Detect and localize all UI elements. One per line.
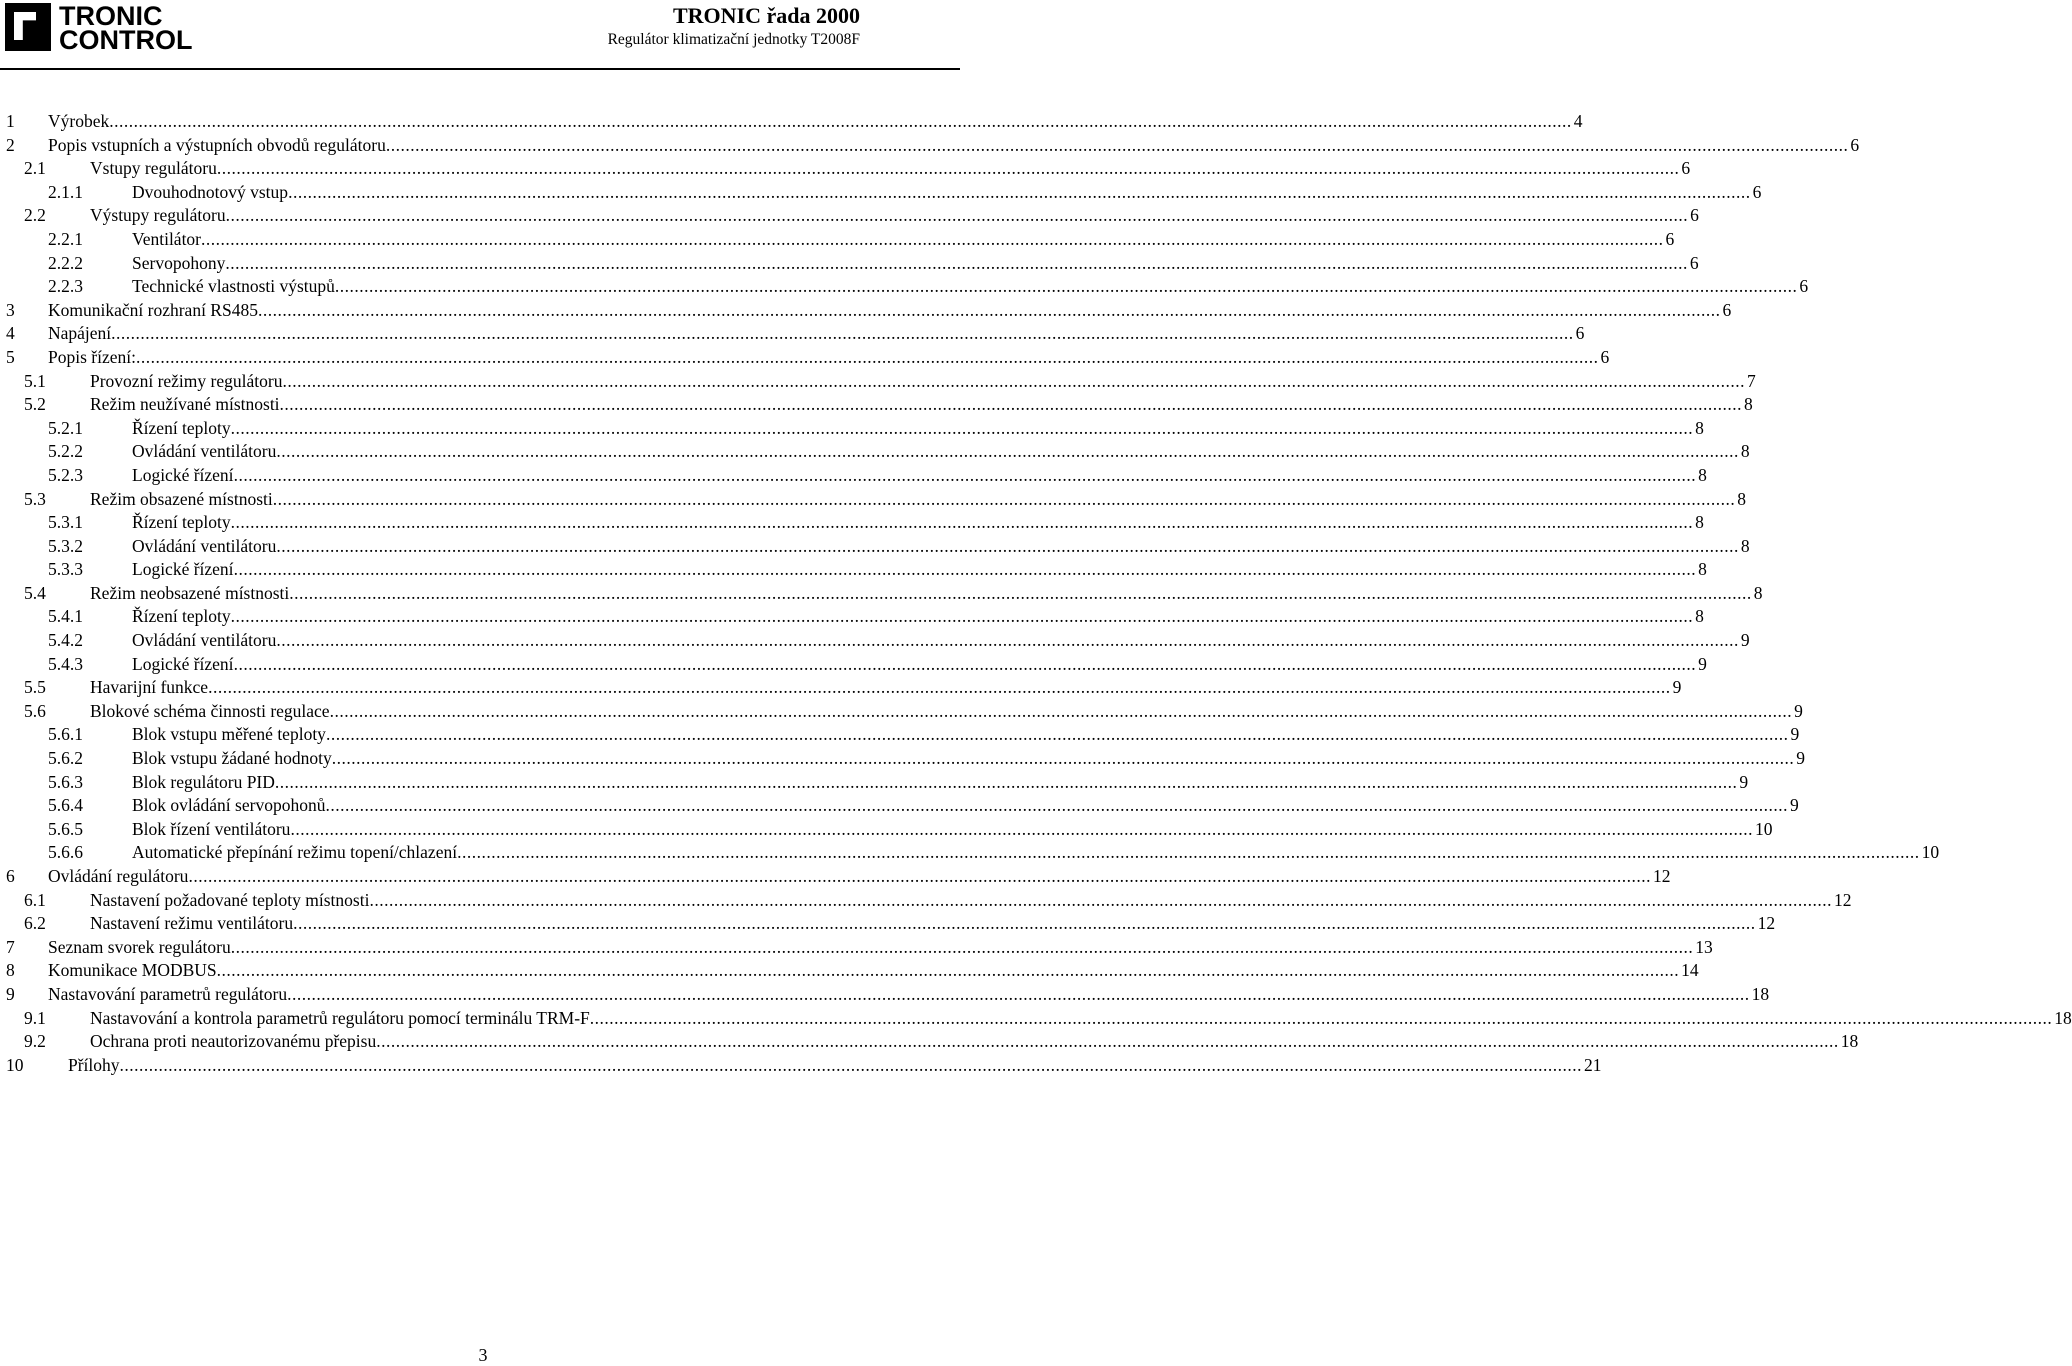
toc-entry-body	[48, 936, 1713, 960]
toc-entry-page: 10	[1921, 842, 1940, 863]
toc-entry[interactable]	[6, 700, 1803, 724]
toc-entry-page: 18	[2054, 1007, 2072, 1028]
toc-entry[interactable]	[6, 653, 1707, 677]
toc-entry-body	[132, 841, 1940, 865]
page-header	[0, 0, 960, 72]
toc-entry-title: Výrobek	[48, 111, 110, 131]
toc-entry-body	[90, 582, 1763, 606]
toc-entry-number: 6	[6, 866, 15, 886]
toc-entry-number: 5.6.1	[48, 724, 83, 745]
toc-entry-number: 8	[6, 960, 15, 981]
toc-entry-page: 6	[1600, 346, 1610, 367]
toc-entry-page: 9	[1739, 771, 1749, 792]
toc-entry[interactable]	[6, 346, 1610, 370]
toc-entry[interactable]	[6, 912, 1776, 936]
toc-entry-title: Nastavování parametrů regulátoru	[48, 983, 288, 1004]
toc-entry[interactable]	[6, 1030, 1859, 1054]
toc-dot-leader: ............................................................................................................................................................................................................................................................................................................	[233, 653, 1697, 674]
toc-entry-title: Ovládání ventilátoru	[132, 630, 277, 651]
toc-dot-leader: ............................................................................................................................................................................................................................................................................................................	[272, 488, 1736, 509]
toc-dot-leader: ............................................................................................................................................................................................................................................................................................................	[334, 276, 1798, 297]
toc-entry-page: 8	[1740, 441, 1750, 462]
logo-mark-icon	[5, 3, 51, 51]
toc-entry[interactable]	[6, 1054, 1602, 1078]
toc-entry-number: 2.2.2	[48, 252, 83, 273]
toc-entry-number: 5.2.2	[48, 441, 83, 462]
toc-dot-leader: ............................................................................................................................................................................................................................................................................................................	[290, 818, 1753, 839]
toc-dot-leader: ............................................................................................................................................................................................................................................................................................................	[369, 889, 1832, 910]
toc-entry-number: 9.2	[24, 1031, 46, 1052]
toc-entry-body	[68, 1054, 1602, 1078]
toc-entry-page: 8	[1744, 394, 1753, 415]
toc-entry-number: 5.2.3	[48, 464, 83, 485]
toc-entry[interactable]	[6, 605, 1704, 629]
toc-entry-title: Komunikační rozhraní RS485	[48, 299, 258, 320]
toc-entry-number: 10	[6, 1054, 24, 1075]
toc-dot-leader: ............................................................................................................................................................................................................................................................................................................	[201, 228, 1664, 249]
toc-dot-leader: ............................................................................................................................................................................................................................................................................................................	[325, 724, 1789, 745]
toc-entry-body	[90, 912, 1776, 936]
toc-entry-number: 5.4.1	[48, 606, 83, 627]
toc-entry[interactable]	[6, 464, 1707, 488]
toc-entry-page: 12	[1833, 889, 1852, 910]
toc-entry-title: Popis vstupních a výstupních obvodů regulátoru	[48, 134, 386, 155]
toc-entry-title: Technické vlastnosti výstupů	[132, 276, 335, 297]
toc-entry-title: Provozní režimy regulátoru	[90, 370, 283, 391]
toc-entry-body	[132, 629, 1750, 653]
toc-entry-number: 1	[6, 111, 15, 131]
toc-entry-number: 5.6.2	[48, 748, 83, 769]
toc-dot-leader: ............................................................................................................................................................................................................................................................................................................	[230, 936, 1694, 957]
toc-entry-body	[48, 983, 1770, 1007]
toc-entry-title: Režim neužívané místnosti	[90, 394, 280, 415]
toc-entry-page: 8	[1695, 417, 1704, 438]
toc-dot-leader: ............................................................................................................................................................................................................................................................................................................	[385, 134, 1849, 155]
toc-dot-leader: ............................................................................................................................................................................................................................................................................................................	[230, 606, 1694, 627]
toc-entry-number: 2.1.1	[48, 181, 83, 202]
toc-entry[interactable]	[6, 818, 1773, 842]
toc-entry-body	[132, 771, 1749, 795]
toc-entry-number: 5.3.3	[48, 559, 83, 580]
toc-entry-page: 7	[1746, 370, 1756, 391]
toc-entry-title: Popis řízení:	[48, 346, 136, 367]
toc-entry[interactable]	[6, 299, 1732, 323]
toc-entry-number: 5.6.6	[48, 842, 83, 863]
toc-entry-page: 9	[1672, 677, 1682, 698]
toc-entry[interactable]	[6, 275, 1809, 299]
toc-dot-leader: ............................................................................................................................................................................................................................................................................................................	[279, 394, 1743, 415]
toc-entry-title: Vstupy regulátoru	[90, 158, 217, 179]
toc-dot-leader: ............................................................................................................................................................................................................................................................................................................	[135, 346, 1599, 367]
toc-entry[interactable]	[6, 629, 1750, 653]
toc-entry-number: 9.1	[24, 1007, 46, 1028]
toc-entry-body	[90, 204, 1699, 228]
toc-entry[interactable]	[6, 440, 1750, 464]
toc-entry-page: 6	[1575, 323, 1585, 344]
toc-entry-page: 9	[1790, 724, 1800, 745]
toc-entry-title: Blok vstupu žádané hodnoty	[132, 748, 332, 769]
toc-entry-number: 5.3.1	[48, 512, 83, 533]
toc-entry-body	[132, 794, 1799, 818]
toc-dot-leader: ............................................................................................................................................................................................................................................................................................................	[589, 1007, 2053, 1028]
toc-entry-number: 5.6.4	[48, 795, 83, 816]
toc-entry-body	[132, 818, 1773, 842]
toc-entry-title: Automatické přepínání režimu topení/chlazení	[132, 842, 458, 863]
toc-dot-leader: ............................................................................................................................................................................................................................................................................................................	[225, 205, 1689, 226]
toc-entry[interactable]	[6, 582, 1763, 606]
toc-entry-page: 10	[1754, 818, 1773, 839]
toc-dot-leader: ............................................................................................................................................................................................................................................................................................................	[225, 252, 1688, 273]
toc-entry-page: 9	[1698, 653, 1707, 674]
toc-entry-body	[90, 889, 1852, 913]
toc-entry[interactable]	[6, 417, 1704, 441]
toc-entry-body	[132, 252, 1699, 276]
toc-entry-title: Nastavení požadované teploty místnosti	[90, 889, 370, 910]
toc-entry-page: 6	[1752, 181, 1762, 202]
toc-entry[interactable]	[6, 723, 1800, 747]
toc-entry-body	[90, 676, 1682, 700]
toc-entry-title: Havarijní funkce	[90, 677, 209, 698]
toc-dot-leader: ............................................................................................................................................................................................................................................................................................................	[276, 535, 1739, 556]
toc-entry-body	[90, 393, 1753, 417]
toc-entry-number: 5.4	[24, 582, 46, 603]
logo-text-tronic: TRONIC	[59, 1, 163, 31]
toc-entry-number: 6.2	[24, 913, 46, 934]
toc-dot-leader: ............................................................................................................................................................................................................................................................................................................	[111, 323, 1574, 344]
toc-entry[interactable]	[6, 558, 1707, 582]
toc-entry-number: 2.1	[24, 158, 46, 179]
toc-dot-leader: ............................................................................................................................................................................................................................................................................................................	[216, 960, 1680, 981]
toc-entry-number: 7	[6, 936, 15, 957]
toc-entry-page: 12	[1757, 913, 1776, 934]
toc-entry-title: Dvouhodnotový vstup	[132, 181, 289, 202]
toc-entry[interactable]	[6, 488, 1746, 512]
toc-entry[interactable]	[6, 157, 1691, 181]
toc-entry-page: 18	[1840, 1031, 1859, 1052]
toc-entry-body	[90, 488, 1746, 512]
toc-entry-number: 3	[6, 299, 15, 320]
toc-dot-leader: ............................................................................................................................................................................................................................................................................................................	[331, 748, 1795, 769]
toc-entry[interactable]	[6, 134, 1860, 158]
toc-dot-leader: ............................................................................................................................................................................................................................................................................................................	[208, 677, 1671, 698]
toc-entry-page: 6	[1722, 299, 1732, 320]
toc-entry[interactable]	[6, 959, 1699, 983]
toc-entry-body	[132, 511, 1704, 535]
toc-entry-number: 5.4.2	[48, 630, 83, 651]
toc-entry-body	[48, 346, 1610, 370]
toc-entry-title: Ovládání regulátoru	[48, 866, 189, 886]
toc-dot-leader: ............................................................................................................................................................................................................................................................................................................	[274, 771, 1738, 792]
toc-entry-number: 4	[6, 323, 15, 344]
logo-text-control: CONTROL	[59, 25, 193, 55]
toc-entry-number: 5.4.3	[48, 653, 83, 674]
toc-entry-body	[48, 959, 1699, 983]
toc-dot-leader: ............................................................................................................................................................................................................................................................................................................	[376, 1031, 1839, 1052]
toc-entry-title: Režim neobsazené místnosti	[90, 582, 290, 603]
toc-entry-number: 5.6.3	[48, 771, 83, 792]
toc-entry-body	[90, 700, 1803, 724]
toc-entry-title: Logické řízení	[132, 653, 234, 674]
toc-entry[interactable]	[6, 204, 1699, 228]
toc-entry-body	[48, 322, 1585, 346]
toc-entry-number: 5.3	[24, 488, 46, 509]
toc-entry[interactable]	[6, 322, 1585, 346]
toc-entry-page: 4	[1573, 111, 1583, 131]
toc-entry-body	[132, 723, 1800, 747]
toc-dot-leader: ............................................................................................................................................................................................................................................................................................................	[282, 370, 1745, 391]
toc-entry-number: 2.2.1	[48, 228, 83, 249]
toc-entry-title: Blok vstupu měřené teploty	[132, 724, 326, 745]
header-subtitle: Regulátor klimatizační jednotky T2008F	[607, 31, 860, 48]
toc-entry-body	[90, 1030, 1859, 1054]
toc-entry-page: 13	[1695, 936, 1713, 957]
toc-dot-leader: ............................................................................................................................................................................................................................................................................................................	[288, 181, 1751, 202]
toc-entry-title: Režim obsazené místnosti	[90, 488, 273, 509]
toc-entry-body	[132, 653, 1707, 677]
toc-entry-page: 8	[1695, 606, 1704, 627]
toc-entry-page: 8	[1740, 535, 1750, 556]
toc-entry-body	[132, 181, 1762, 205]
toc-entry-title: Ovládání ventilátoru	[132, 535, 277, 556]
toc-entry-title: Řízení teploty	[132, 417, 231, 438]
toc-entry-number: 2.2.3	[48, 276, 83, 297]
toc-entry-page: 9	[1789, 795, 1799, 816]
toc-dot-leader: ............................................................................................................................................................................................................................................................................................................	[329, 700, 1793, 721]
toc-dot-leader: ............................................................................................................................................................................................................................................................................................................	[216, 158, 1680, 179]
toc-entry-page: 12	[1652, 866, 1671, 886]
toc-dot-leader: ............................................................................................................................................................................................................................................................................................................	[119, 1054, 1583, 1075]
toc-entry-page: 9	[1740, 630, 1750, 651]
toc-entry-title: Ventilátor	[132, 228, 202, 249]
toc-entry[interactable]	[6, 747, 1806, 771]
toc-dot-leader: ............................................................................................................................................................................................................................................................................................................	[276, 441, 1739, 462]
toc-entry[interactable]	[6, 889, 1852, 913]
page-number: 3	[478, 1345, 488, 1365]
toc-dot-leader: ............................................................................................................................................................................................................................................................................................................	[109, 111, 1572, 131]
toc-entry[interactable]	[6, 794, 1799, 818]
toc-dot-leader: ............................................................................................................................................................................................................................................................................................................	[257, 299, 1721, 320]
header-divider	[0, 68, 960, 70]
toc-entry-title: Komunikace MODBUS	[48, 960, 217, 981]
toc-entry-number: 5.5	[24, 677, 46, 698]
toc-entry-page: 6	[1665, 228, 1675, 249]
toc-entry-page: 9	[1796, 748, 1806, 769]
toc-entry[interactable]	[6, 1007, 2072, 1031]
toc-entry-body	[132, 558, 1707, 582]
toc-entry-title: Blok regulátoru PID	[132, 771, 275, 792]
toc-entry-title: Servopohony	[132, 252, 226, 273]
toc-entry-page: 6	[1689, 252, 1699, 273]
toc-entry-page: 21	[1584, 1054, 1602, 1075]
toc-entry-body	[132, 747, 1806, 771]
toc-dot-leader: ............................................................................................................................................................................................................................................................................................................	[233, 464, 1697, 485]
toc-entry-title: Řízení teploty	[132, 512, 231, 533]
toc-dot-leader: ............................................................................................................................................................................................................................................................................................................	[325, 795, 1788, 816]
toc-entry-body	[48, 865, 1671, 889]
toc-entry-body	[48, 134, 1860, 158]
header-title: TRONIC řada 2000	[672, 3, 860, 28]
toc-entry-number: 5.2	[24, 394, 46, 415]
toc-entry[interactable]	[6, 252, 1699, 276]
toc-entry-title: Logické řízení	[132, 559, 234, 580]
toc-entry-number: 5.1	[24, 370, 46, 391]
toc-entry-page: 9	[1794, 700, 1803, 721]
toc-entry-title: Nastavování a kontrola parametrů regulátoru pomocí terminálu TRM-F	[90, 1007, 590, 1028]
toc-entry-page: 8	[1698, 559, 1707, 580]
toc-entry-page: 8	[1698, 464, 1707, 485]
toc-entry-body	[132, 605, 1704, 629]
toc-entry-number: 2.2	[24, 205, 46, 226]
toc-entry-page: 6	[1850, 134, 1860, 155]
toc-entry-page: 6	[1799, 276, 1809, 297]
toc-entry[interactable]	[6, 228, 1675, 252]
toc-entry[interactable]	[6, 865, 1671, 889]
toc-entry-body	[48, 299, 1732, 323]
toc-entry-body	[90, 370, 1756, 394]
table-of-contents	[6, 110, 2072, 1077]
toc-entry[interactable]	[6, 676, 1682, 700]
toc-entry-title: Výstupy regulátoru	[90, 205, 226, 226]
toc-entry-number: 2	[6, 134, 15, 155]
tronic-control-logo	[5, 3, 195, 53]
toc-dot-leader: ............................................................................................................................................................................................................................................................................................................	[233, 559, 1697, 580]
toc-entry-number: 6.1	[24, 889, 46, 910]
toc-entry-title: Ochrana proti neautorizovanému přepisu	[90, 1031, 377, 1052]
toc-entry-number: 5.6	[24, 700, 46, 721]
toc-entry-number: 5	[6, 346, 15, 367]
toc-dot-leader: ............................................................................................................................................................................................................................................................................................................	[289, 582, 1752, 603]
toc-entry-title: Blokové schéma činnosti regulace	[90, 700, 330, 721]
toc-entry[interactable]	[6, 771, 1749, 795]
toc-dot-leader: ............................................................................................................................................................................................................................................................................................................	[230, 417, 1694, 438]
toc-entry-title: Napájení	[48, 323, 112, 344]
toc-entry-page: 6	[1681, 158, 1691, 179]
toc-entry-number: 5.6.5	[48, 818, 83, 839]
toc-entry-body	[132, 440, 1750, 464]
toc-dot-leader: ............................................................................................................................................................................................................................................................................................................	[276, 630, 1739, 651]
toc-entry-page: 6	[1690, 205, 1699, 226]
toc-entry-body	[48, 110, 1583, 134]
toc-entry-title: Nastavení režimu ventilátoru	[90, 913, 294, 934]
toc-dot-leader: ............................................................................................................................................................................................................................................................................................................	[293, 913, 1756, 934]
toc-entry-body	[90, 1007, 2072, 1031]
toc-entry[interactable]	[6, 841, 1940, 865]
toc-entry[interactable]	[6, 983, 1770, 1007]
toc-entry-title: Seznam svorek regulátoru	[48, 936, 231, 957]
toc-dot-leader: ............................................................................................................................................................................................................................................................................................................	[287, 983, 1750, 1004]
toc-entry-page: 18	[1751, 983, 1770, 1004]
toc-entry[interactable]	[6, 535, 1750, 559]
toc-entry[interactable]	[6, 936, 1713, 960]
toc-entry-page: 8	[1695, 512, 1704, 533]
toc-entry-number: 5.3.2	[48, 535, 83, 556]
toc-entry[interactable]	[6, 110, 1583, 134]
toc-entry-title: Logické řízení	[132, 464, 234, 485]
toc-entry-page: 8	[1737, 488, 1746, 509]
toc-entry-body	[132, 417, 1704, 441]
toc-entry-number: 9	[6, 983, 15, 1004]
toc-entry-title: Blok řízení ventilátoru	[132, 818, 291, 839]
toc-entry-body	[132, 228, 1675, 252]
toc-entry-title: Ovládání ventilátoru	[132, 441, 277, 462]
toc-entry-body	[90, 157, 1691, 181]
toc-dot-leader: ............................................................................................................................................................................................................................................................................................................	[230, 512, 1694, 533]
toc-entry-body	[132, 275, 1809, 299]
toc-entry[interactable]	[6, 370, 1756, 394]
toc-entry-title: Řízení teploty	[132, 606, 231, 627]
toc-entry-body	[132, 464, 1707, 488]
toc-entry[interactable]	[6, 393, 1753, 417]
toc-dot-leader: ............................................................................................................................................................................................................................................................................................................	[188, 866, 1651, 886]
toc-entry-title: Blok ovládání servopohonů	[132, 795, 326, 816]
toc-entry-title: Přílohy	[68, 1054, 120, 1075]
toc-entry[interactable]	[6, 181, 1762, 205]
toc-entry[interactable]	[6, 511, 1704, 535]
toc-entry-page: 14	[1681, 960, 1699, 981]
toc-entry-body	[132, 535, 1750, 559]
toc-entry-number: 5.2.1	[48, 417, 83, 438]
toc-dot-leader: ............................................................................................................................................................................................................................................................................................................	[457, 842, 1920, 863]
toc-entry-page: 8	[1753, 582, 1763, 603]
